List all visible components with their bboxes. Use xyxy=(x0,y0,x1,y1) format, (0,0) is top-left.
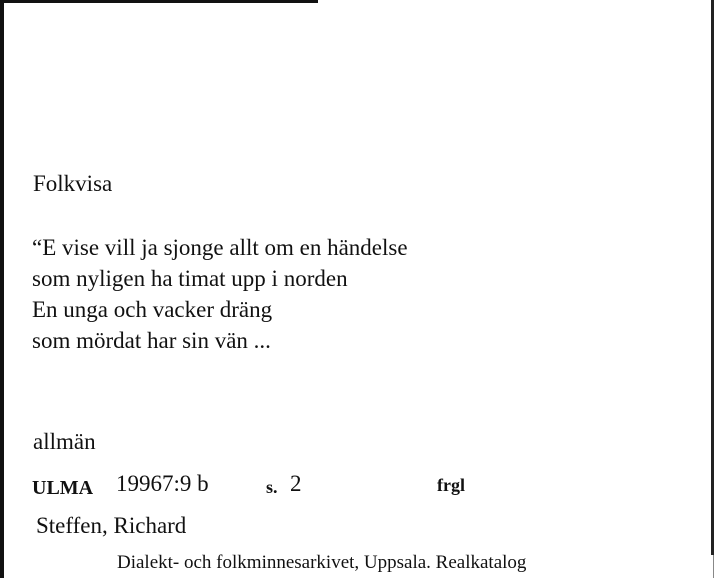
page-number: 2 xyxy=(290,471,302,496)
verse-line: som nyligen ha timat upp i norden xyxy=(32,266,348,291)
collector-name: Steffen, Richard xyxy=(36,513,187,538)
verse-excerpt xyxy=(32,232,408,356)
verse-line: som mördat har sin vän ... xyxy=(32,328,271,353)
category-code: frgl xyxy=(437,475,465,495)
verse-line: “E vise vill ja sjonge allt om en händelse xyxy=(32,235,408,260)
card-footer: Dialekt- och folkminnesarkivet, Uppsala. Realkatalog xyxy=(117,552,527,573)
card-edge-left xyxy=(0,0,4,578)
page-label: s. xyxy=(266,477,278,497)
card-edge-right xyxy=(711,0,714,555)
card-edge-right-lower xyxy=(713,555,714,578)
genre-heading: Folkvisa xyxy=(33,171,113,196)
region-label: allmän xyxy=(33,429,96,454)
archive-code: ULMA xyxy=(32,477,94,499)
card-edge-top xyxy=(0,0,318,3)
verse-line: En unga och vacker dräng xyxy=(32,297,273,322)
record-number: 19967:9 b xyxy=(116,471,209,496)
